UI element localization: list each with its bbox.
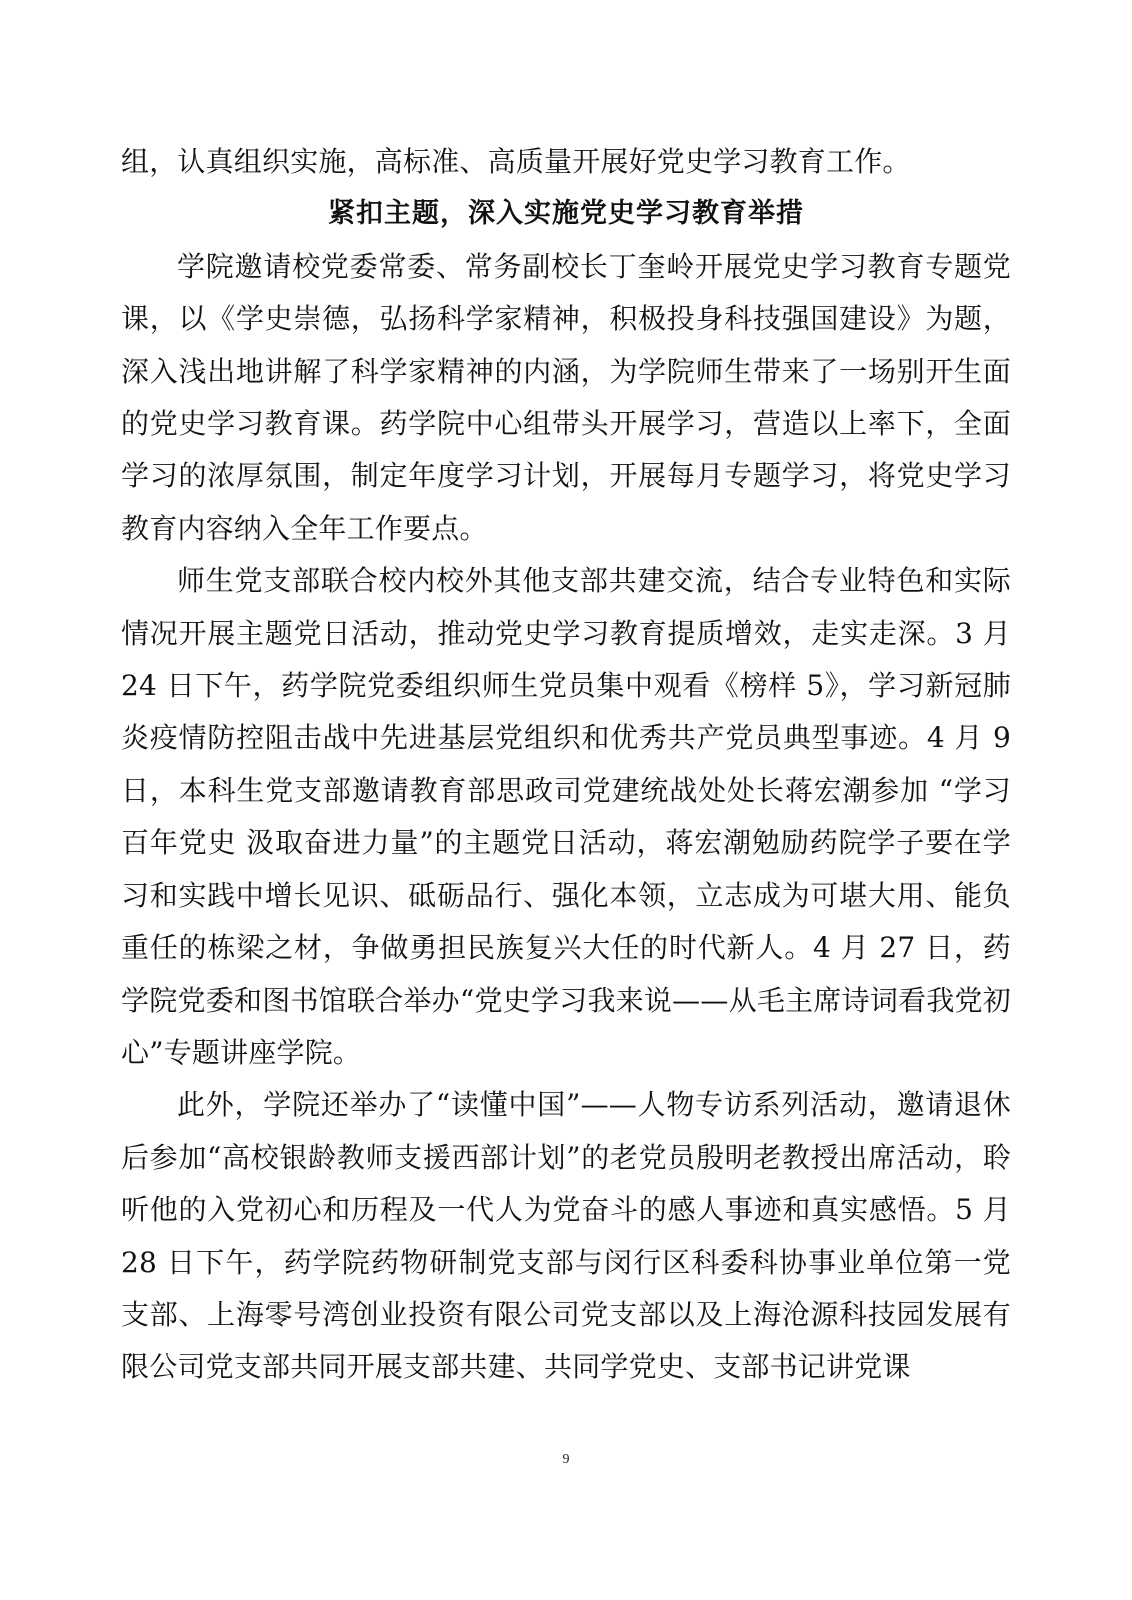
- continued-paragraph: 组，认真组织实施，高标准、高质量开展好党史学习教育工作。: [121, 145, 911, 178]
- paragraph-party-lecture: 学院邀请校党委常委、常务副校长丁奎岭开展党史学习教育专题党课，以《学史崇德，弘扬科学家精神，积极投身科技强国建设》为题，深入浅出地讲解了科学家精神的内涵，为学院师生带来了一场别开生面的党史学习教育课。药学院中心组带头开展学习，营造以上率下，全面学习的浓厚氛围，制定年度学习计划，开展每月专题学习，将党史学习教育内容纳入全年工作要点。: [121, 249, 1011, 545]
- section-heading: 紧扣主题，深入实施党史学习教育举措: [328, 198, 804, 230]
- page-number: 9: [562, 1452, 570, 1467]
- paragraph-branch-activities: 师生党支部联合校内校外其他支部共建交流，结合专业特色和实际情况开展主题党日活动，推动党史学习教育提质增效，走实走深。3 月 24 日下午，药学院党委组织师生党员集中观看《榜样 5》，学习新冠肺炎疫情防控阻击战中先进基层党组织和优秀共产党员典型事迹。4 月 9 日，本科生党支部邀请教育部思政司党建统战处处长蒋宏潮参加 “学习百年党史 汲取奋进力量”的主题党日活动，蒋宏潮勉励药院学子要在学习和实践中增长见识、砥砺品行、强化本领，立志成为可堪大用、能负重任的栋梁之材，争做勇担民族复兴大任的时代新人。4 月 27 日，药学院党委和图书馆联合举办“党史学习我来说——从毛主席诗词看我党初心”专题讲座学院。: [121, 564, 1011, 1069]
- page-content: [121, 136, 1011, 1394]
- paragraph-interview-series: 此外，学院还举办了“读懂中国”——人物专访系列活动，邀请退休后参加“高校银龄教师支援西部计划”的老党员殷明老教授出席活动，聆听他的入党初心和历程及一代人为党奋斗的感人事迹和真实感悟。5 月 28 日下午，药学院药物研制党支部与闵行区科委科协事业单位第一党支部、上海零号湾创业投资有限公司党支部以及上海沧源科技园发展有限公司党支部共同开展支部共建、共同学党史、支部书记讲党课: [121, 1088, 1011, 1384]
